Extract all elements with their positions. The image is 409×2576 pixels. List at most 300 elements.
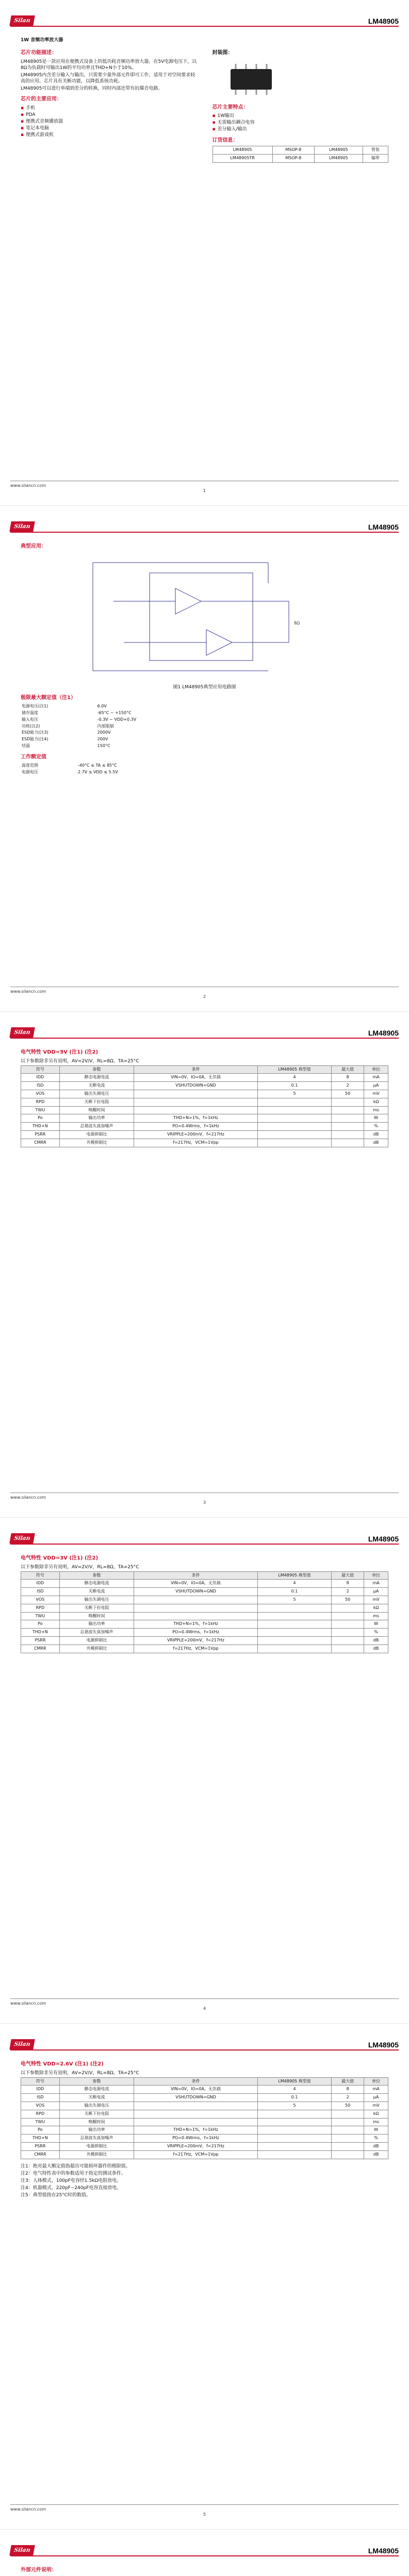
table-row [21, 1098, 388, 1106]
cell: 2 [332, 2094, 364, 2102]
cell [134, 2110, 258, 2118]
page-3 [0, 1012, 409, 1518]
cell: % [364, 1629, 388, 1637]
page-number: 4 [203, 2006, 206, 2011]
part-number: LM48905 [368, 1535, 399, 1543]
cell: TWU [21, 1612, 60, 1620]
cell: LM48905 [314, 146, 363, 155]
column-header: LM48905 典型值 [257, 1571, 331, 1580]
table-row [21, 1637, 388, 1645]
cell: THD+N=1%，f=1kHz [134, 1114, 258, 1123]
cell: ESD能力(注3) [22, 730, 48, 735]
chars-title: 芯片主要特点： [212, 104, 249, 110]
cell: VSHUTDOWN=GND [134, 1082, 258, 1090]
table-row [21, 1588, 388, 1596]
cell: VOS [21, 1090, 60, 1098]
cell: MSOP-8 [272, 154, 314, 162]
table-row [21, 1612, 388, 1620]
elec-note: 以下参数除非另有说明，AV=2V/V，RL=8Ω，TA=25°C [21, 1564, 139, 1570]
elec-table [21, 1571, 388, 1653]
feature-text: LM48905内含差分输入与输出，只需要少量外部元件即可工作，适用于对空间要求较高的应用。芯片具有关断功能，以降低系统功耗。 [21, 72, 195, 84]
cell: mV [364, 1090, 388, 1098]
part-number: LM48905 [368, 523, 399, 531]
footer-url: www.silancn.com [10, 483, 46, 488]
footer-url: www.silancn.com [10, 989, 46, 994]
cell: MSOP-8 [272, 146, 314, 155]
table-row [21, 1645, 388, 1653]
cell: mA [364, 1580, 388, 1588]
table-row [21, 1106, 388, 1114]
cell: RPD [21, 1604, 60, 1612]
column-header: 单位 [364, 2077, 388, 2086]
cell: 电源电压 [22, 770, 38, 775]
cell: VIN=0V，IO=0A，无负载 [134, 2086, 258, 2094]
cell: kΩ [364, 1098, 388, 1106]
cell: f=217Hz，VCM=1Vpp [134, 1139, 258, 1147]
elec-table [21, 1065, 388, 1147]
cell: -40°C ≤ TA ≤ 85°C [77, 763, 117, 768]
cell: % [364, 1123, 388, 1131]
cell [257, 1604, 331, 1612]
cell [257, 2118, 331, 2126]
cell: 共模抑制比 [59, 2150, 134, 2159]
cell: IDD [21, 2086, 60, 2094]
char-item: ▪ 差分输入/输出 [212, 126, 389, 132]
components-title: 外部元件说明： [21, 2567, 57, 2573]
cell: 150°C [97, 743, 110, 749]
cell [332, 1098, 364, 1106]
cell [332, 1123, 364, 1131]
column-header: 参数 [59, 2077, 134, 2086]
page-4 [0, 1518, 409, 2024]
cell: 4 [257, 2086, 331, 2094]
cell: PSRR [21, 2143, 60, 2151]
cell: ISD [21, 2094, 60, 2102]
cell [257, 2110, 331, 2118]
cell: 50 [332, 1596, 364, 1604]
part-number: LM48905 [368, 2041, 399, 2049]
cell [134, 2102, 258, 2110]
cell: f=217Hz，VCM=1Vpp [134, 2150, 258, 2159]
cell: 功耗(注2) [22, 723, 40, 728]
cell: μA [364, 2094, 388, 2102]
page-5 [0, 2024, 409, 2530]
cell: dB [364, 2150, 388, 2159]
cell [332, 1139, 364, 1147]
app-item: ▪ 便携式游戏机 [21, 132, 197, 138]
page-header [10, 15, 399, 27]
page-number: 1 [203, 488, 206, 493]
cell: 6.0V [97, 704, 107, 709]
table-row [21, 2094, 388, 2102]
op-title: 工作额定值 [21, 754, 46, 760]
feature-text: LM48905是一款应用在便携式设备上的低功耗音频功率放大器，在5V电源电压下，以8Ω为负载时可输出1W的平均功率且THD+N小于10%。 [21, 59, 197, 71]
elec-title: 电气特性 VDD=2.6V (注1) (注2) [21, 2061, 104, 2067]
cell: 输入电压 [22, 717, 38, 722]
cell [257, 1645, 331, 1653]
cell: VSHUTDOWN=GND [134, 2094, 258, 2102]
page-footer [10, 987, 399, 1000]
cell: kΩ [364, 2110, 388, 2118]
cell: ISD [21, 1082, 60, 1090]
cell: 关断下拉电阻 [59, 1098, 134, 1106]
page-1 [0, 0, 409, 506]
cell: mA [364, 2086, 388, 2094]
elec-title: 电气特性 VDD=5V (注1) (注2) [21, 1049, 99, 1055]
cell [332, 2143, 364, 2151]
footnote: 注5：典型值指在25°C时的数值。 [21, 2193, 91, 2198]
table-row [21, 2102, 388, 2110]
limits-table [21, 703, 205, 750]
cell: 0.1 [257, 1588, 331, 1596]
svg-text:8Ω: 8Ω [294, 620, 300, 625]
cell [257, 1629, 331, 1637]
cell [332, 1612, 364, 1620]
cell: 50 [332, 2102, 364, 2110]
table-row [21, 1074, 388, 1082]
cell: 结温 [22, 743, 30, 749]
cell: 2000V [97, 730, 111, 735]
package-title: 封装图： [212, 50, 233, 56]
cell: THD+N=1%，f=1kHz [134, 2126, 258, 2134]
column-header: 符号 [21, 1065, 60, 1074]
table-row [21, 1123, 388, 1131]
app-item: ▪ 便携式音频播放器 [21, 118, 197, 125]
cell [332, 2134, 364, 2143]
cell [257, 2134, 331, 2143]
page-footer [10, 1493, 399, 1506]
table-row [21, 1596, 388, 1604]
footnote: 注1：绝对最大额定值指超出可能损坏器件的极限值。 [21, 2163, 130, 2169]
column-header: 最大值 [332, 1571, 364, 1580]
apps-title: 芯片的主要应用： [21, 96, 62, 103]
brand-logo: Silan [9, 15, 35, 26]
cell: VOS [21, 2102, 60, 2110]
cell [134, 1596, 258, 1604]
elec-table [21, 2077, 388, 2159]
cell: LM48905TR [212, 154, 272, 162]
cell [257, 1637, 331, 1645]
figure-caption: 图1 LM48905典型应用电路图 [173, 684, 236, 690]
table-row [21, 1090, 388, 1098]
column-header: 参数 [59, 1571, 134, 1580]
limits-title: 极限最大额定值（注1） [21, 694, 76, 701]
cell: Po [21, 1114, 60, 1123]
cell [332, 1637, 364, 1645]
cell [134, 1090, 258, 1098]
package-image [212, 59, 290, 100]
cell: 8 [332, 1580, 364, 1588]
cell: PSRR [21, 1637, 60, 1645]
cell: 电源抑制比 [59, 2143, 134, 2151]
page-footer [10, 1998, 399, 2012]
cell: 关断下拉电阻 [59, 1604, 134, 1612]
column-header: 符号 [21, 2077, 60, 2086]
app-item: ▪ 笔记本电脑 [21, 125, 197, 131]
cell: VRIPPLE=200mV，f=217Hz [134, 2143, 258, 2151]
cell [257, 2143, 331, 2151]
feature-text: LM48905可以进行单端到差分的转换，同时内部还带有抗爆音电路。 [21, 86, 163, 92]
cell: 5 [257, 2102, 331, 2110]
cell: 电源抑制比 [59, 1131, 134, 1139]
part-number: LM48905 [368, 2547, 399, 2555]
cell: TWU [21, 2118, 60, 2126]
cell: THD+N [21, 1629, 60, 1637]
page-footer [10, 2504, 399, 2518]
cell: 唤醒时间 [59, 1106, 134, 1114]
cell [257, 1098, 331, 1106]
cell: 编带 [363, 154, 388, 162]
page-header [10, 2545, 399, 2556]
cell: dB [364, 1637, 388, 1645]
footer-url: www.silancn.com [10, 2507, 46, 2512]
cell: 静态电源电流 [59, 1074, 134, 1082]
cell: 输出失调电压 [59, 1090, 134, 1098]
cell: VRIPPLE=200mV，f=217Hz [134, 1637, 258, 1645]
cell [257, 1612, 331, 1620]
cell: TWU [21, 1106, 60, 1114]
cell: 电源电压(注1) [22, 704, 48, 709]
cell: 管装 [363, 146, 388, 155]
cell: CMRR [21, 1139, 60, 1147]
cell: 温度范围 [22, 763, 38, 768]
cell: LM48905 [314, 154, 363, 162]
table-row [21, 2110, 388, 2118]
app-item: ▪ PDA [21, 112, 197, 118]
cell: 关断电流 [59, 2094, 134, 2102]
cell: 关断电流 [59, 1082, 134, 1090]
brand-logo: Silan [9, 521, 35, 532]
table-row [21, 2150, 388, 2159]
cell: 储存温度 [22, 710, 38, 716]
cell: 5 [257, 1090, 331, 1098]
part-number: LM48905 [368, 17, 399, 25]
cell: 4 [257, 1074, 331, 1082]
cell [332, 2118, 364, 2126]
cell: 输出功率 [59, 2126, 134, 2134]
cell [332, 2126, 364, 2134]
table-row [21, 1082, 388, 1090]
cell [257, 1114, 331, 1123]
table-row [21, 2118, 388, 2126]
footer-url: www.silancn.com [10, 2001, 46, 2006]
footnote: 注2：电气特性表中的参数适用于指定的测试条件。 [21, 2171, 126, 2176]
page-header [10, 2039, 399, 2050]
part-number: LM48905 [368, 1029, 399, 1037]
table-row [21, 1580, 388, 1588]
column-header: LM48905 典型值 [257, 1065, 331, 1074]
cell: Po [21, 1620, 60, 1629]
cell [332, 1620, 364, 1629]
table-row [21, 2086, 388, 2094]
cell: 总谐波失真加噪声 [59, 1629, 134, 1637]
cell: mV [364, 2102, 388, 2110]
column-header: 条件 [134, 1571, 258, 1580]
cell: W [364, 2126, 388, 2134]
table-row [21, 2134, 388, 2143]
table-row [21, 1114, 388, 1123]
elec-note: 以下参数除非另有说明，AV=2V/V，RL=8Ω，TA=25°C [21, 2070, 139, 2076]
cell: THD+N [21, 2134, 60, 2143]
cell: 总谐波失真加噪声 [59, 2134, 134, 2143]
app-circuit-title: 典型应用： [21, 544, 46, 549]
footnote: 注3：人体模式，100pF电容经1.5kΩ电阻放电。 [21, 2178, 122, 2183]
cell: 8 [332, 1074, 364, 1082]
cell: -65°C ~ +150°C [97, 710, 132, 716]
application-circuit-diagram [21, 552, 388, 681]
cell: W [364, 1114, 388, 1123]
cell: μA [364, 1588, 388, 1596]
cell: ms [364, 1612, 388, 1620]
cell: 输出功率 [59, 1114, 134, 1123]
cell: 2 [332, 1082, 364, 1090]
cell [134, 1604, 258, 1612]
cell: f=217Hz，VCM=1Vpp [134, 1645, 258, 1653]
page-header [10, 1533, 399, 1545]
features-title: 芯片功能描述： [21, 50, 57, 56]
cell: 关断下拉电阻 [59, 2110, 134, 2118]
cell: 电源抑制比 [59, 1637, 134, 1645]
cell [134, 2118, 258, 2126]
cell [134, 1106, 258, 1114]
table-row [21, 1604, 388, 1612]
cell: IDD [21, 1074, 60, 1082]
table-row [21, 1629, 388, 1637]
cell: -0.3V ~ VDD+0.3V [97, 717, 137, 722]
column-header: 单位 [364, 1571, 388, 1580]
table-row [21, 1131, 388, 1139]
page-6 [0, 2530, 409, 2576]
cell: ms [364, 2118, 388, 2126]
column-header: 最大值 [332, 1065, 364, 1074]
cell: VSHUTDOWN=GND [134, 1588, 258, 1596]
brand-logo: Silan [9, 2545, 35, 2555]
cell: 输出功率 [59, 1620, 134, 1629]
cell: RPD [21, 2110, 60, 2118]
cell [134, 1098, 258, 1106]
brand-logo: Silan [9, 1533, 35, 1544]
column-header: 条件 [134, 1065, 258, 1074]
cell: dB [364, 1645, 388, 1653]
cell: ISD [21, 1588, 60, 1596]
cell: CMRR [21, 2150, 60, 2159]
table-row [21, 1139, 388, 1147]
column-header: 条件 [134, 2077, 258, 2086]
cell [134, 1612, 258, 1620]
cell: PO=0.4Wrms，f=1kHz [134, 1123, 258, 1131]
brand-logo: Silan [9, 2039, 35, 2049]
page-footer [10, 481, 399, 494]
cell: 2.7V ≤ VDD ≤ 5.5V [77, 770, 118, 775]
cell: 静态电源电流 [59, 1580, 134, 1588]
cell [257, 2150, 331, 2159]
cell: 0.1 [257, 1082, 331, 1090]
page-number: 3 [203, 1500, 206, 1505]
op-table [21, 762, 205, 776]
cell: PO=0.4Wrms，f=1kHz [134, 2134, 258, 2143]
cell: 共模抑制比 [59, 1645, 134, 1653]
cell: 关断电流 [59, 1588, 134, 1596]
cell: 内部限制 [97, 723, 114, 728]
cell [332, 2150, 364, 2159]
cell: 输出失调电压 [59, 2102, 134, 2110]
cell: % [364, 2134, 388, 2143]
page-header [10, 521, 399, 533]
cell: 200V [97, 737, 108, 742]
cell [257, 1123, 331, 1131]
app-item: ▪ 手机 [21, 105, 197, 111]
page-number: 2 [203, 994, 206, 999]
cell: kΩ [364, 1604, 388, 1612]
cell: 静态电源电流 [59, 2086, 134, 2094]
cell: 2 [332, 1588, 364, 1596]
cell: ms [364, 1106, 388, 1114]
cell [257, 1139, 331, 1147]
cell: 输出失调电压 [59, 1596, 134, 1604]
elec-note: 以下参数除非另有说明，AV=2V/V，RL=8Ω，TA=25°C [21, 1058, 139, 1064]
cell: 唤醒时间 [59, 2118, 134, 2126]
cell [332, 1629, 364, 1637]
page-number: 5 [203, 2512, 206, 2517]
cell [257, 1106, 331, 1114]
cell: THD+N=1%，f=1kHz [134, 1620, 258, 1629]
table-row [21, 1620, 388, 1629]
cell: THD+N [21, 1123, 60, 1131]
column-header: 符号 [21, 1571, 60, 1580]
cell: VIN=0V，IO=0A，无负载 [134, 1580, 258, 1588]
cell: LM48905 [212, 146, 272, 155]
cell: RPD [21, 1098, 60, 1106]
cell: PO=0.4Wrms，f=1kHz [134, 1629, 258, 1637]
cell [332, 1645, 364, 1653]
cell: 4 [257, 1580, 331, 1588]
table-row [21, 2143, 388, 2151]
column-header: 单位 [364, 1065, 388, 1074]
cell: μA [364, 1082, 388, 1090]
cell: VIN=0V，IO=0A，无负载 [134, 1074, 258, 1082]
cell [332, 1131, 364, 1139]
cell: 8 [332, 2086, 364, 2094]
cell [332, 2110, 364, 2118]
cell: dB [364, 2143, 388, 2151]
cell: 总谐波失真加噪声 [59, 1123, 134, 1131]
cell: 0.1 [257, 2094, 331, 2102]
elec-title: 电气特性 VDD=3V (注1) (注2) [21, 1555, 99, 1561]
cell [257, 2126, 331, 2134]
cell: CMRR [21, 1645, 60, 1653]
cell: mA [364, 1074, 388, 1082]
cell [257, 1620, 331, 1629]
cell: W [364, 1620, 388, 1629]
page-header [10, 1027, 399, 1039]
column-header: 最大值 [332, 2077, 364, 2086]
cell [332, 1106, 364, 1114]
cell: Po [21, 2126, 60, 2134]
footer-url: www.silancn.com [10, 1495, 46, 1500]
cell: VRIPPLE=200mV，f=217Hz [134, 1131, 258, 1139]
footnote: 注4：机器模式，220pF~240pF电容直接放电。 [21, 2185, 122, 2191]
char-item: ▪ 1W输出 [212, 113, 389, 119]
cell [332, 1114, 364, 1123]
cell: PSRR [21, 1131, 60, 1139]
cell: 共模抑制比 [59, 1139, 134, 1147]
order-title: 订货信息： [212, 137, 238, 143]
page-title: 1W 音频功率放大器 [21, 38, 63, 43]
char-item: ▪ 无需输出耦合电容 [212, 120, 389, 126]
cell [332, 1604, 364, 1612]
column-header: 参数 [59, 1065, 134, 1074]
cell: ESD能力(注4) [22, 737, 48, 742]
